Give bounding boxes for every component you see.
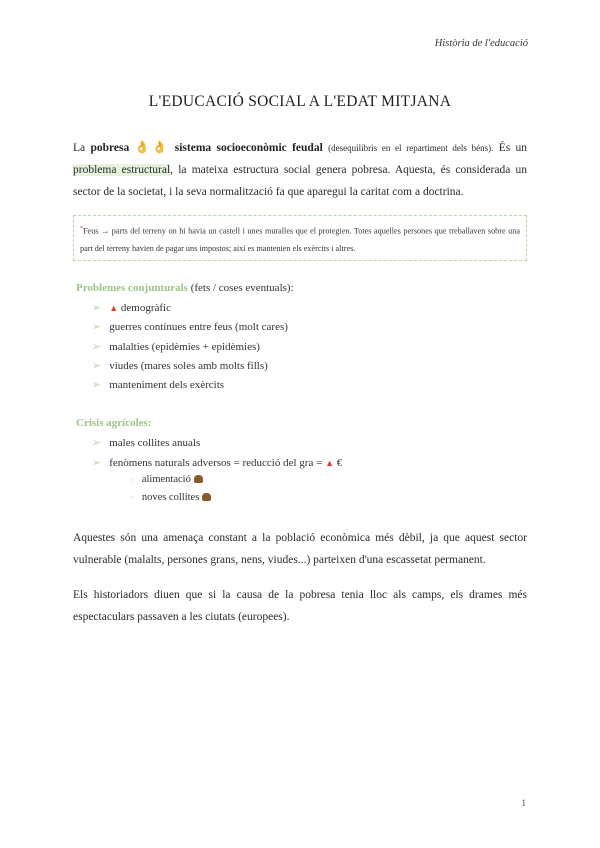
arrow-bullet-icon: ➢: [92, 379, 102, 391]
page-number: 1: [521, 798, 526, 808]
arrow-bullet-icon: ➢: [92, 302, 102, 314]
list-item-text: guerres contínues entre feus (molt cares): [109, 321, 288, 333]
list-item: [92, 436, 200, 449]
list-item-text: fenòmens naturals adversos = reducció del gra =: [109, 457, 323, 469]
intro-text-3: , la mateixa estructura social genera pobresa. Aquesta, és considerada un sector de la societat, i la seva normalització fa que aparegui la caritat com a doctrina.: [73, 164, 527, 198]
euro-symbol: €: [336, 457, 343, 469]
list-item: [92, 340, 260, 353]
running-header: Història de l'educació: [434, 38, 528, 49]
list-item-text: manteniment dels exèrcits: [109, 379, 225, 391]
list-item: [92, 301, 171, 314]
paragraph-amenaca: Aquestes són una amenaça constant a la població econòmica més dèbil, ja que aquest sector vulnerable (malalts, persones grans, nens, viudes...) parteixen d'una escassetat permanent.: [73, 532, 527, 566]
intro-small-note: (desequilibris en el repartiment dels béns).: [328, 143, 494, 153]
intro-bold-pobresa: pobresa: [90, 142, 130, 154]
list-item-text: males collites anuals: [109, 437, 201, 449]
list-item: [92, 456, 342, 469]
list-item: [92, 359, 268, 372]
list-item-text: demogràfic: [120, 302, 171, 314]
note-text: Feus → parts del terreny on hi havia un castell i unes muralles que el protegien. Totes aquelles persones que treballaven sobre una part del terreny havien de pagar uns impostos; així es mantenien els exèrcits i altres.: [80, 226, 520, 253]
poop-emoji-icon: [202, 493, 211, 501]
page-title: L'EDUCACIÓ SOCIAL A L'EDAT MITJANA: [148, 93, 452, 110]
arrow-bullet-icon: ➢: [92, 321, 102, 333]
sub-item-text: alimentació: [141, 474, 191, 485]
intro-highlight: problema estructural: [73, 164, 171, 176]
ok-hand-icon: 👌👌: [134, 140, 170, 154]
paragraph-historiadors: Els historiadors diuen que si la causa de la pobresa tenia lloc als camps, els drames més espectaculars passaven a les ciutats (europees).: [73, 589, 527, 623]
up-triangle-icon: ▲: [325, 458, 334, 468]
arrow-bullet-icon: ➢: [92, 341, 102, 353]
section-problemes-heading: [76, 282, 294, 294]
square-bullet-icon: ▫: [130, 475, 133, 484]
up-triangle-icon: ▲: [109, 303, 119, 313]
list-item: [92, 378, 224, 391]
arrow-bullet-icon: ➢: [92, 437, 102, 449]
sub-list-item: [130, 474, 203, 485]
intro-paragraph: [73, 136, 527, 203]
list-item-text: viudes (mares soles amb molts fills): [109, 360, 268, 372]
square-bullet-icon: ▫: [130, 493, 133, 502]
arrow-bullet-icon: ➢: [92, 457, 102, 469]
section-heading-green: Crisis agrícoles:: [76, 417, 152, 429]
intro-text-1: La: [73, 142, 86, 154]
section-crisis-heading: [76, 417, 151, 429]
asterisk-mark: *: [80, 226, 83, 232]
intro-text-2: És un: [498, 142, 528, 154]
poop-emoji-icon: [194, 475, 203, 483]
feus-note-box: [73, 215, 527, 261]
intro-bold-sistema: sistema socioeconòmic feudal: [174, 142, 323, 154]
section-heading-green: Problemes conjunturals: [76, 282, 188, 294]
sub-item-text: noves collites: [141, 492, 200, 503]
list-item: [92, 320, 288, 333]
sub-list-item: [130, 492, 211, 503]
section-heading-rest: (fets / coses eventuals):: [190, 282, 294, 294]
list-item-text: malalties (epidèmies + epidèmies): [109, 341, 260, 353]
arrow-bullet-icon: ➢: [92, 360, 102, 372]
